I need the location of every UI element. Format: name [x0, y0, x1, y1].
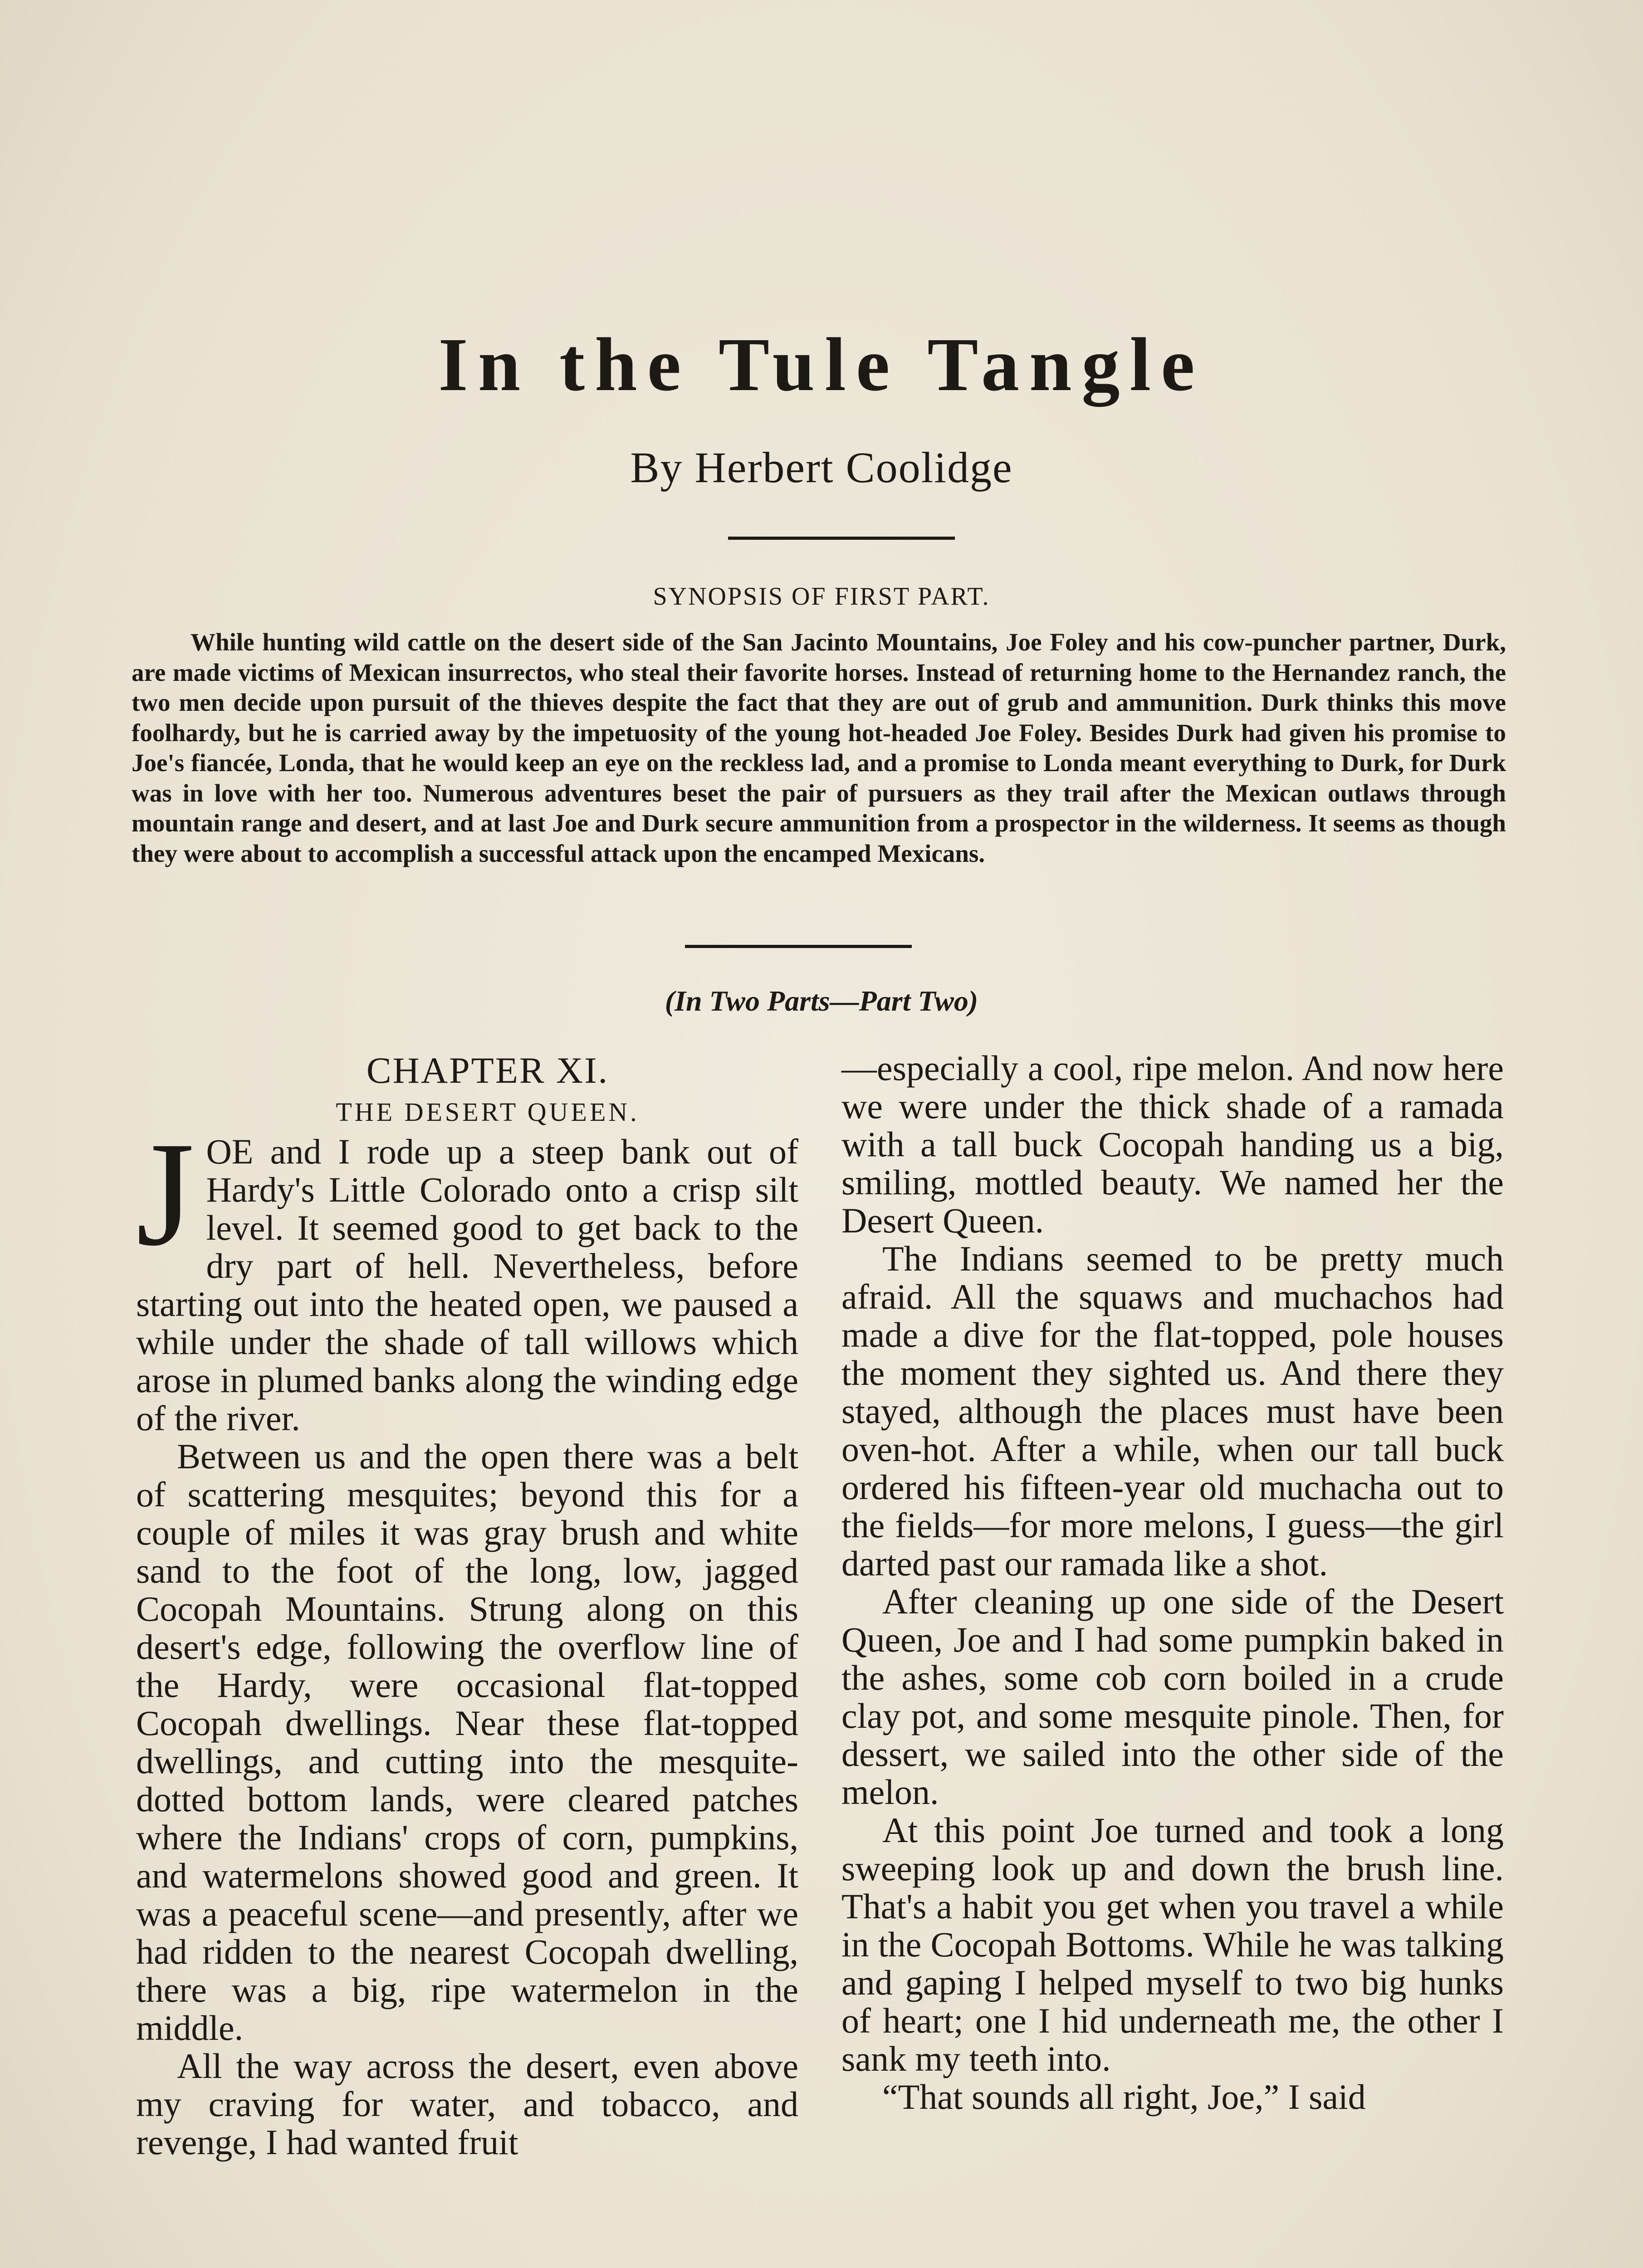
synopsis-text: While hunting wild cattle on the desert side of the San Jacinto Mountains, Joe Foley and his cow-puncher partner, Durk, are made victims of Mexican insurrectos, who steal their favorite horses. Instead of returning home to the Hernandez ranch, the two men decide upon pursuit of the thieves despite the fact that they are out of grub and ammunition. Durk thinks this move foolhardy, but he is carried away by the impetuosity of the young hot-headed Joe Foley. Besides Durk had given his promise to Joe's fiancée, Londa, that he would keep an eye on the reckless lad, and a promise to Londa meant everything to Durk, for Durk was in love with her too. Numerous adventures beset the pair of pursuers as they trail after the Mexican outlaws through mountain range and desert, and at last Joe and Durk secure ammunition from a prospector in the wilderness. It seems as though they were about to accomplish a successful attack upon the encamped Mexicans. [132, 628, 1506, 867]
chapter-heading: CHAPTER XI. [366, 1050, 609, 1091]
paragraph: —especially a cool, ripe melon. And now here we were under the thick shade of a ramada with a tall buck Cocopah handing us a big, smiling, mottled beauty. We named her the Desert Queen. [841, 1048, 1504, 1240]
paragraph: OE and I rode up a steep bank out of Hardy's Little Colorado onto a crisp silt level. It seemed good to get back to the dry part of hell. Nevertheless, before starting out into the heated open, we paused a while under the shade of tall willows which arose in plumed banks along the winding edge of the river. [136, 1132, 798, 1438]
drop-cap: J [136, 1111, 195, 1277]
right-column [841, 1049, 1504, 2116]
paragraph: The Indians seemed to be pretty much afraid. All the squaws and muchachos had made a dive for the flat-topped, pole houses the moment they sighted us. And there they stayed, although the places must have been oven-hot. After a while, when our tall buck ordered his fifteen-year old muchacha out to the fields—for more melons, I guess—the girl darted past our ramada like a shot. [841, 1239, 1504, 1583]
left-column [136, 1049, 798, 2161]
paragraph: All the way across the desert, even above my craving for water, and tobacco, and revenge, I had wanted fruit [136, 2046, 798, 2162]
author-byline: By Herbert Coolidge [630, 443, 1013, 492]
story-title: In the Tule Tangle [438, 323, 1205, 407]
synopsis-divider [685, 945, 912, 948]
paragraph: Between us and the open there was a belt of scattering mesquites; beyond this for a couple of miles it was gray brush and white sand to the foot of the long, low, jagged Cocopah Mountains. Strung along on this desert's edge, following the overflow line of the Hardy, were occasional flat-topped Cocopah dwellings. Near these flat-topped dwellings, and cutting into the mesquite-dotted bottom lands, were cleared patches where the Indians' crops of corn, pumpkins, and watermelons showed good and green. It was a peaceful scene—and presently, after we had ridden to the nearest Cocopah dwelling, there was a big, ripe watermelon in the middle. [136, 1437, 798, 2048]
chapter-subtitle: THE DESERT QUEEN. [336, 1097, 640, 1127]
parts-note: (In Two Parts—Part Two) [665, 985, 978, 1017]
synopsis-heading: SYNOPSIS OF FIRST PART. [653, 582, 990, 611]
paragraph: “That sounds all right, Joe,” I said [882, 2077, 1366, 2116]
paragraph: At this point Joe turned and took a long sweeping look up and down the brush line. That's a habit you get when you travel a while in the Cocopah Bottoms. While he was talking and gaping I helped myself to two big hunks of heart; one I hid underneath me, the other I sank my teeth into. [841, 1810, 1504, 2078]
title-divider [728, 537, 955, 540]
paragraph: After cleaning up one side of the Desert Queen, Joe and I had some pumpkin baked in the ashes, some cob corn boiled in a crude clay pot, and some mesquite pinole. Then, for dessert, we sailed into the other side of the melon. [841, 1582, 1504, 1812]
